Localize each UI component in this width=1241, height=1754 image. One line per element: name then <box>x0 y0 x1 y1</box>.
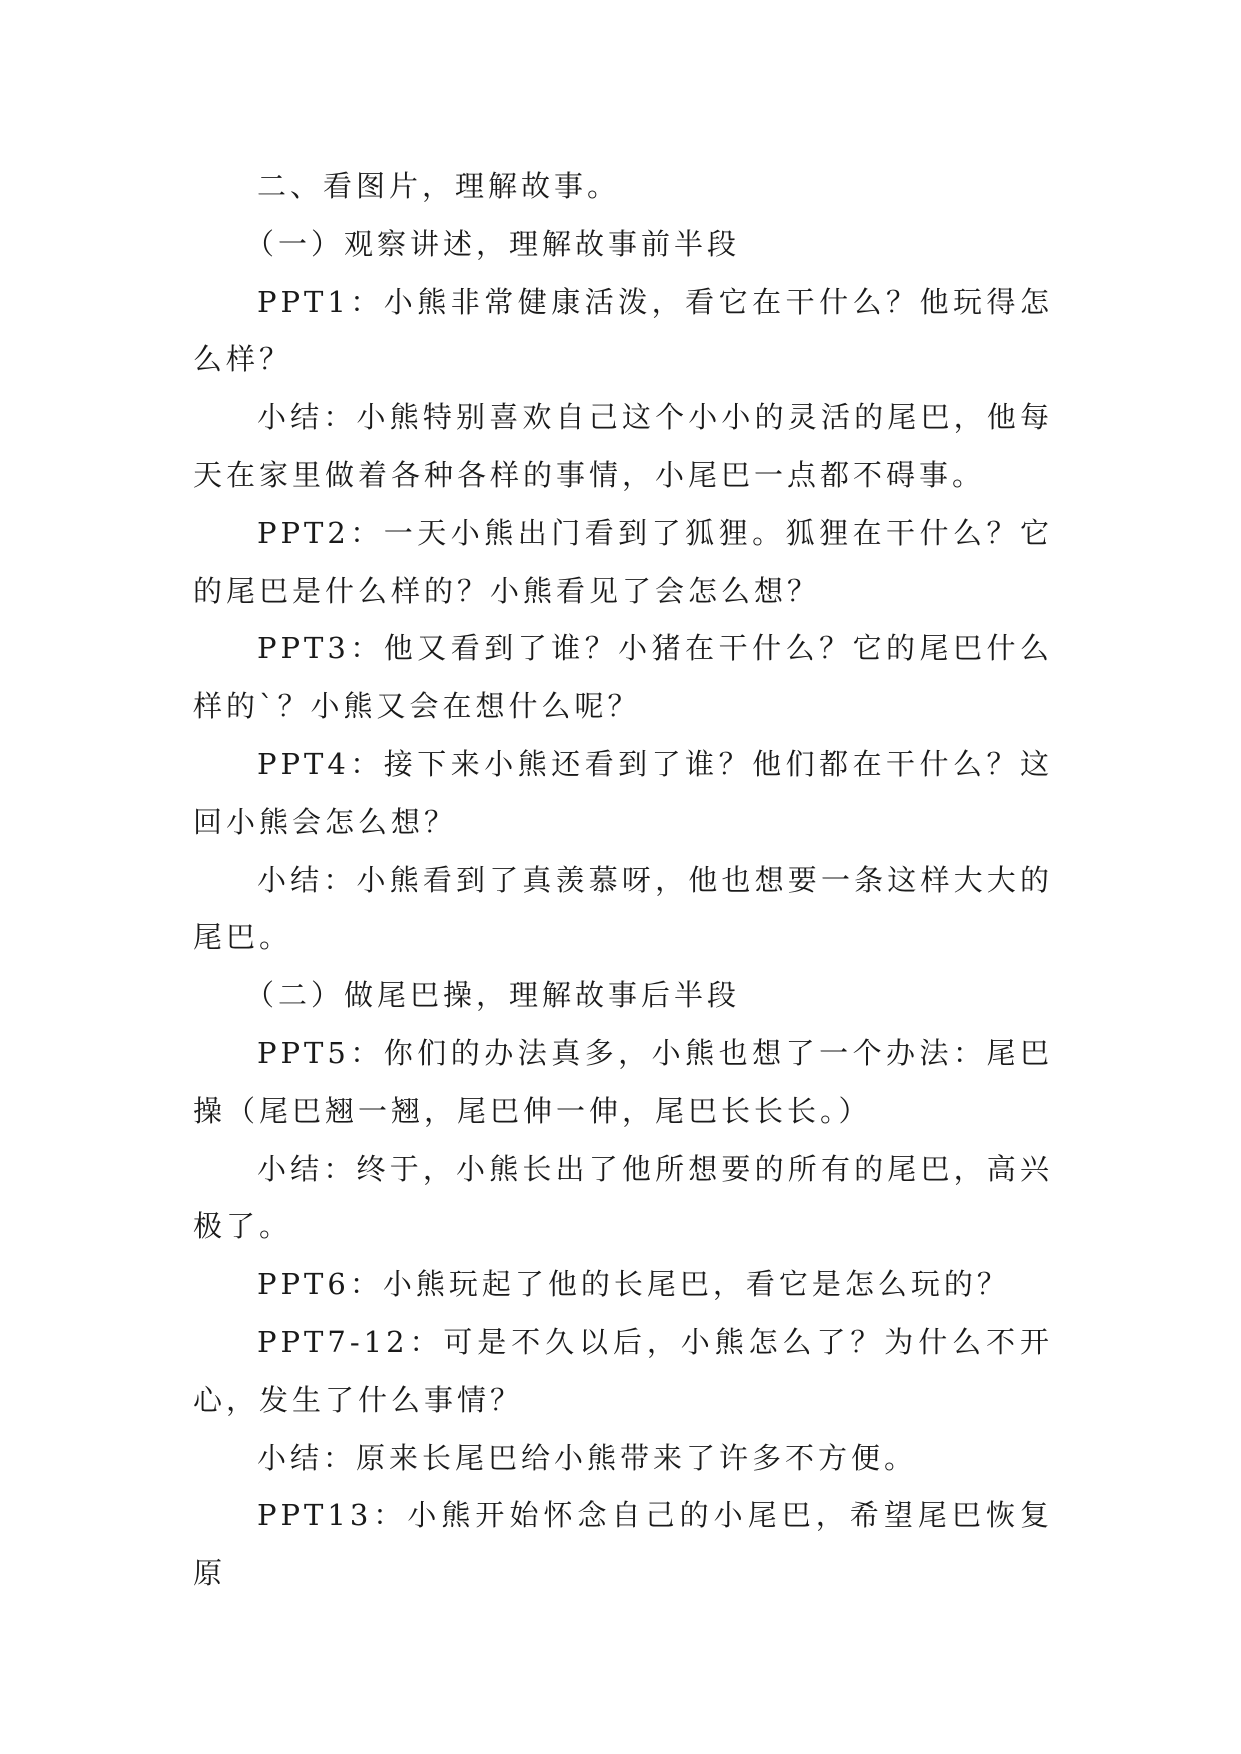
paragraph: PPT5：你们的办法真多，小熊也想了一个办法：尾巴操（尾巴翘一翘，尾巴伸一伸，尾巴长长长。） <box>193 1035 1053 1128</box>
paragraph: 小结：小熊看到了真羡慕呀，他也想要一条这样大大的尾巴。 <box>193 862 1053 955</box>
paragraph: PPT1：小熊非常健康活泼，看它在干什么？他玩得怎么样？ <box>193 284 1053 377</box>
document-page <box>193 158 1053 1603</box>
paragraph: PPT7-12：可是不久以后，小熊怎么了？为什么不开心，发生了什么事情？ <box>193 1324 1053 1417</box>
paragraph: 小结：终于，小熊长出了他所想要的所有的尾巴，高兴极了。 <box>193 1151 1053 1244</box>
paragraph: PPT3：他又看到了谁？小猪在干什么？它的尾巴什么样的`？小熊又会在想什么呢？ <box>193 631 1053 724</box>
paragraph: 小结：小熊特别喜欢自己这个小小的灵活的尾巴，他每天在家里做着各种各样的事情，小尾巴一点都不碍事。 <box>193 400 1053 492</box>
section-heading: 二、看图片，理解故事。 <box>257 169 621 203</box>
paragraph: 小结：原来长尾巴给小熊带来了许多不方便。 <box>257 1440 918 1475</box>
subsection-heading: （一）观察讲述，理解故事前半段 <box>245 226 741 261</box>
paragraph: PPT13：小熊开始怀念自己的小尾巴，希望尾巴恢复原 <box>193 1498 1053 1591</box>
paragraph: PPT4：接下来小熊还看到了谁？他们都在干什么？这回小熊会怎么想？ <box>193 746 1053 839</box>
paragraph: PPT6：小熊玩起了他的长尾巴，看它是怎么玩的？ <box>257 1267 1010 1302</box>
subsection-heading: （二）做尾巴操，理解故事后半段 <box>245 978 741 1013</box>
paragraph: PPT2：一天小熊出门看到了狐狸。狐狸在干什么？它的尾巴是什么样的？小熊看见了会怎么想？ <box>193 515 1053 608</box>
